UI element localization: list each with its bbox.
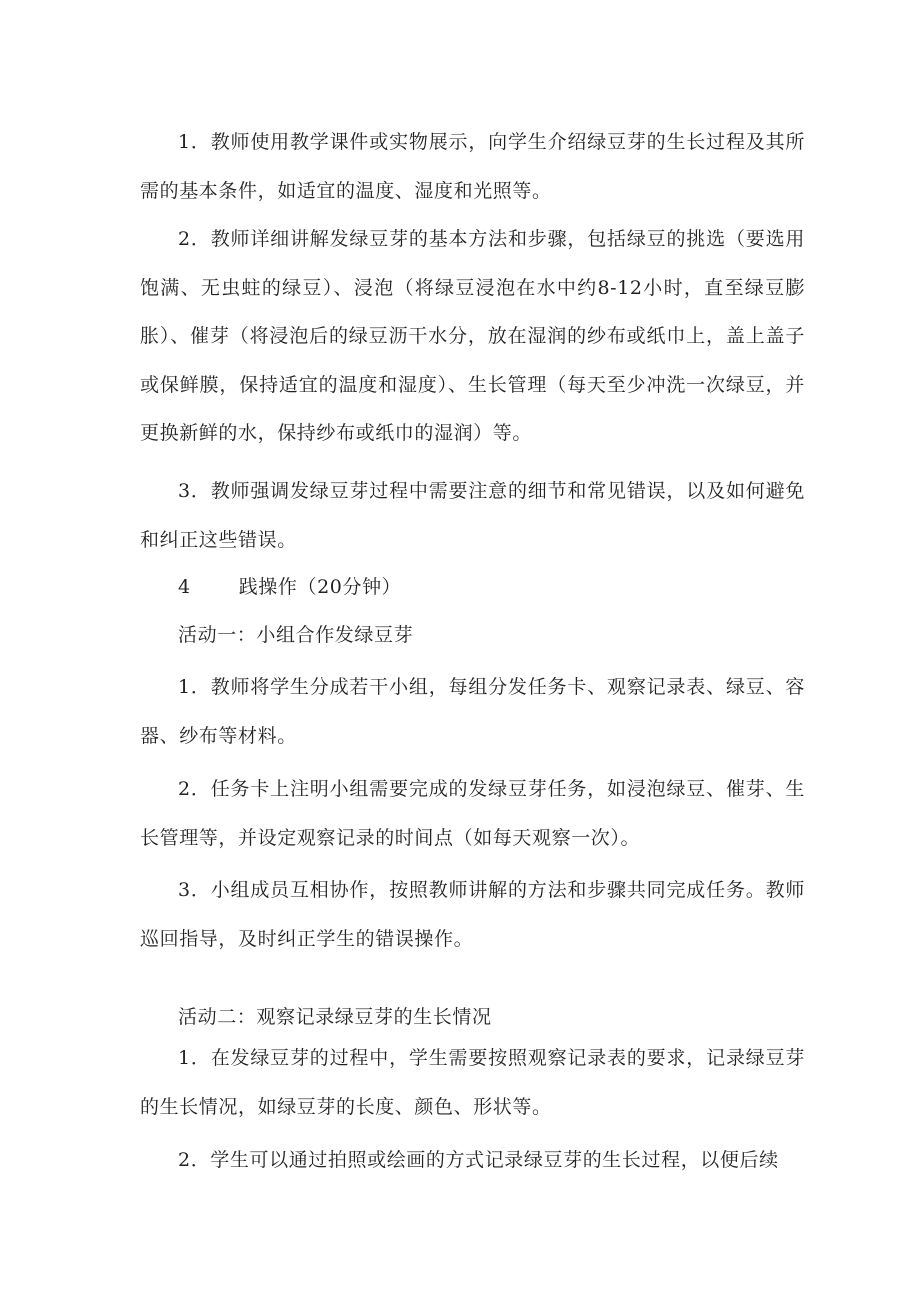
- activity-1-item-2: 2．任务卡上注明小组需要完成的发绿豆芽任务，如浸泡绿豆、催芽、生长管理等，并设定观察记录的时间点（如每天观察一次）。: [140, 778, 805, 849]
- activity-2-title: 活动二：观察记录绿豆芽的生长情况: [178, 1006, 492, 1028]
- activity-1-item-1: 1．教师将学生分成若干小组，每组分发任务卡、观察记录表、绿豆、容器、纱布等材料。: [140, 676, 805, 747]
- paragraph-3: 3．教师强调发绿豆芽过程中需要注意的细节和常见错误，以及如何避免和纠正这些错误。: [140, 480, 805, 551]
- section-4-heading: [178, 571, 401, 603]
- section-4-number: 4: [178, 576, 191, 598]
- activity-1-title: 活动一：小组合作发绿豆芽: [178, 624, 414, 646]
- section-4-title: 践操作（20分钟）: [238, 576, 402, 598]
- activity-1-item-3: 3．小组成员互相协作，按照教师讲解的方法和步骤共同完成任务。教师巡回指导，及时纠正学生的错误操作。: [140, 879, 805, 950]
- paragraph-1: 1．教师使用教学课件或实物展示，向学生介绍绿豆芽的生长过程及其所需的基本条件，如适宜的温度、湿度和光照等。: [140, 131, 805, 202]
- activity-2-item-2: 2．学生可以通过拍照或绘画的方式记录绿豆芽的生长过程，以便后续: [178, 1149, 779, 1171]
- activity-2-item-1: 1．在发绿豆芽的过程中，学生需要按照观察记录表的要求，记录绿豆芽的生长情况，如绿豆芽的长度、颜色、形状等。: [140, 1047, 805, 1118]
- paragraph-2: 2．教师详细讲解发绿豆芽的基本方法和步骤，包括绿豆的挑选（要选用饱满、无虫蛀的绿豆）、浸泡（将绿豆浸泡在水中约8-12小时，直至绿豆膨胀）、催芽（将浸泡后的绿豆沥干水分，放在湿润的纱布或纸巾上，盖上盖子或保鲜膜，保持适宜的温度和湿度）、生长管理（每天至少冲洗一次绿豆，并更换新鲜的水，保持纱布或纸巾的湿润）等。: [140, 228, 805, 444]
